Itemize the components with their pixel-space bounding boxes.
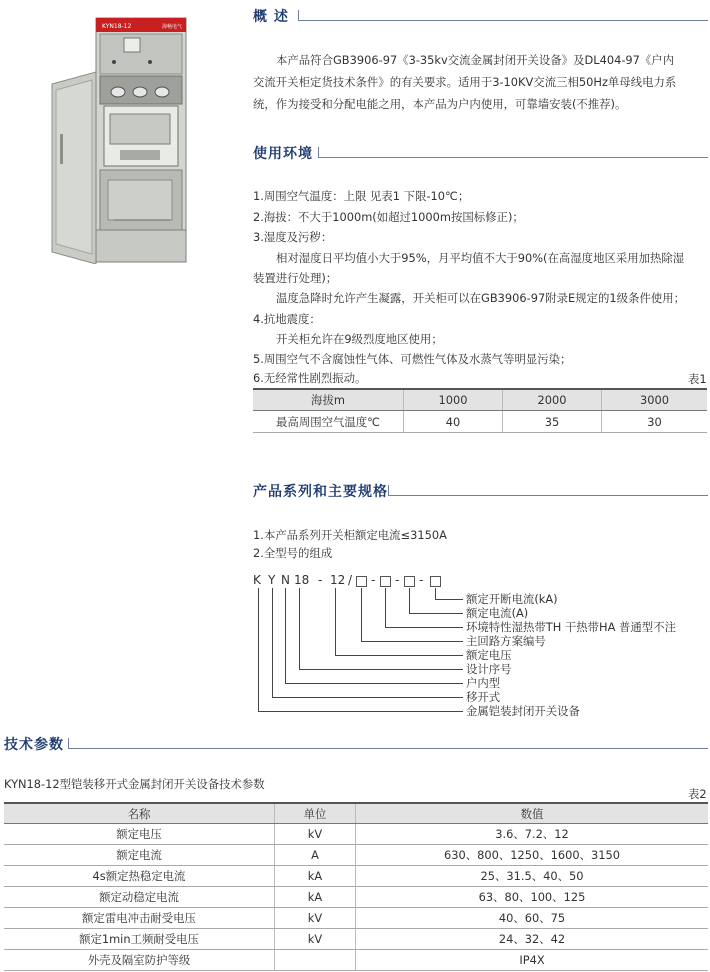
- table-cell: kA: [275, 866, 356, 887]
- model-code-label: 设计序号: [466, 662, 512, 676]
- model-connector-line: [335, 588, 336, 655]
- table-row: [253, 411, 707, 433]
- table-cell: 额定1min工频耐受电压: [4, 929, 275, 950]
- model-code-label: 金属铠装封闭开关设备: [466, 704, 580, 718]
- table-row: [4, 887, 708, 908]
- series-heading: 产品系列和主要规格: [253, 484, 388, 500]
- model-connector-line: [285, 683, 463, 684]
- model-connector-line: [272, 697, 463, 698]
- table-cell: 630、800、1250、1600、3150: [356, 845, 709, 866]
- environment-line: 3.湿度及污秽：: [253, 230, 333, 244]
- table-row: [4, 908, 708, 929]
- table2-caption: 表2: [688, 787, 707, 801]
- overview-line: 交流开关柜定货技术条件》的有关要求。适用于3-10KV交流三相50Hz单母线电力系: [253, 75, 677, 89]
- table-cell: kV: [275, 824, 356, 845]
- model-connector-line: [385, 627, 463, 628]
- model-code-placeholder-box: [356, 576, 367, 587]
- table-cell: kA: [275, 887, 356, 908]
- table-cell: 63、80、100、125: [356, 887, 709, 908]
- table-header-row: [253, 389, 707, 411]
- table-cell: 最高周围空气温度℃: [253, 411, 404, 433]
- heading-rule: [68, 738, 69, 748]
- table-header-cell: 名称: [4, 803, 275, 824]
- table-cell: A: [275, 845, 356, 866]
- table1-caption: 表1: [688, 372, 707, 386]
- overview-line: 统，作为接受和分配电能之用，本产品为户内使用，可靠墙安装(不推荐)。: [253, 97, 627, 111]
- table-header-cell: 1000: [404, 389, 503, 411]
- model-code-placeholder-box: [430, 576, 441, 587]
- environment-line: 5.周围空气不含腐蚀性气体、可燃性气体及水蒸气等明显污染；: [253, 352, 572, 366]
- environment-line: 4.抗地震度：: [253, 312, 321, 326]
- cabinet-brand: 海畅电气: [162, 24, 183, 30]
- table-header-row: [4, 803, 708, 824]
- table-cell: 40、60、75: [356, 908, 709, 929]
- environment-heading: 使用环境: [253, 146, 313, 162]
- model-code-char: N: [281, 573, 290, 587]
- series-line: 2.全型号的组成: [253, 546, 333, 560]
- table-cell: 24、32、42: [356, 929, 709, 950]
- model-connector-line: [258, 711, 463, 712]
- model-code-char: -: [419, 573, 424, 587]
- series-line: 1.本产品系列开关柜额定电流≤3150A: [253, 528, 447, 542]
- table-cell: 额定动稳定电流: [4, 887, 275, 908]
- model-code-char: 18: [294, 573, 310, 587]
- table-header-cell: 单位: [275, 803, 356, 824]
- table-cell: [275, 950, 356, 971]
- cabinet-nameplate: KYN18-12: [102, 23, 132, 30]
- tech-subtitle: KYN18-12型铠装移开式金属封闭开关设备技术参数: [4, 777, 265, 791]
- model-connector-line: [409, 588, 410, 613]
- table-cell: 外壳及隔室防护等级: [4, 950, 275, 971]
- heading-rule: [318, 147, 319, 157]
- model-connector-line: [258, 588, 259, 711]
- environment-line: 1.周围空气温度：上限 见表1 下限-10℃；: [253, 189, 470, 203]
- model-connector-line: [361, 588, 362, 641]
- model-code-char: K: [253, 573, 261, 587]
- model-code-placeholder-box: [380, 576, 391, 587]
- model-code-label: 额定电压: [466, 648, 512, 662]
- table-row: [4, 845, 708, 866]
- model-code-label: 户内型: [466, 676, 501, 690]
- altitude-table: [253, 388, 707, 433]
- table-cell: 40: [404, 411, 503, 433]
- table-cell: IP4X: [356, 950, 709, 971]
- tech-heading: 技术参数: [4, 737, 64, 753]
- table-cell: 35: [503, 411, 602, 433]
- table-row: [4, 950, 708, 971]
- model-connector-line: [285, 588, 286, 683]
- environment-line: 相对湿度日平均值小大于95%，月平均值不大于90%(在高湿度地区采用加热除湿: [276, 251, 685, 265]
- table-row: [4, 929, 708, 950]
- switchgear-cabinet-image: [50, 14, 190, 264]
- heading-rule: [388, 485, 389, 495]
- model-code-label: 移开式: [466, 690, 501, 704]
- model-code-label: 主回路方案编号: [466, 634, 546, 648]
- model-code-label: 环境特性湿热带TH 干热带HA 普通型不注: [466, 620, 676, 634]
- model-code-char: /: [348, 573, 353, 587]
- model-code-char: -: [318, 573, 323, 587]
- model-connector-line: [435, 588, 436, 599]
- table-header-cell: 海拔m: [253, 389, 404, 411]
- table-header-cell: 3000: [602, 389, 708, 411]
- environment-line: 温度急降时允许产生凝露，开关柜可以在GB3906-97附录E规定的1级条件使用；: [276, 291, 686, 305]
- table-cell: 25、31.5、40、50: [356, 866, 709, 887]
- model-connector-line: [299, 588, 300, 669]
- model-connector-line: [409, 613, 463, 614]
- table-cell: 额定电流: [4, 845, 275, 866]
- heading-rule: [318, 157, 708, 158]
- table-cell: kV: [275, 929, 356, 950]
- model-connector-line: [361, 641, 463, 642]
- model-connector-line: [335, 655, 463, 656]
- model-connector-line: [299, 669, 463, 670]
- overview-line: 本产品符合GB3906-97《3-35kv交流金属封闭开关设备》及DL404-97《户内: [276, 53, 675, 67]
- model-code-char: Y: [268, 573, 276, 587]
- table-header-cell: 数值: [356, 803, 709, 824]
- model-connector-line: [435, 599, 463, 600]
- model-code-placeholder-box: [404, 576, 415, 587]
- environment-line: 6.无经常性剧烈振动。: [253, 371, 367, 385]
- heading-rule: [68, 748, 708, 749]
- table-cell: kV: [275, 908, 356, 929]
- environment-line: 2.海拔：不大于1000m(如超过1000m按国标修正)；: [253, 210, 524, 224]
- model-code-char: 12: [330, 573, 346, 587]
- model-code-label: 额定开断电流(kA): [466, 592, 558, 606]
- table-cell: 额定雷电冲击耐受电压: [4, 908, 275, 929]
- table-cell: 4s额定热稳定电流: [4, 866, 275, 887]
- model-code-label: 额定电流(A): [466, 606, 529, 620]
- tech-params-table: [4, 802, 708, 971]
- environment-line: 装置进行处理)；: [253, 271, 338, 285]
- heading-rule: [388, 495, 708, 496]
- model-connector-line: [272, 588, 273, 697]
- table-row: [4, 824, 708, 845]
- model-code-char: -: [371, 573, 376, 587]
- table-cell: 30: [602, 411, 708, 433]
- model-connector-line: [385, 588, 386, 627]
- heading-rule: [298, 10, 299, 20]
- overview-heading: 概 述: [253, 9, 289, 25]
- table-cell: 额定电压: [4, 824, 275, 845]
- model-code-char: -: [395, 573, 400, 587]
- heading-rule: [298, 20, 708, 21]
- table-row: [4, 866, 708, 887]
- table-cell: 3.6、7.2、12: [356, 824, 709, 845]
- table-header-cell: 2000: [503, 389, 602, 411]
- environment-line: 开关柜允许在9级烈度地区使用；: [276, 332, 443, 346]
